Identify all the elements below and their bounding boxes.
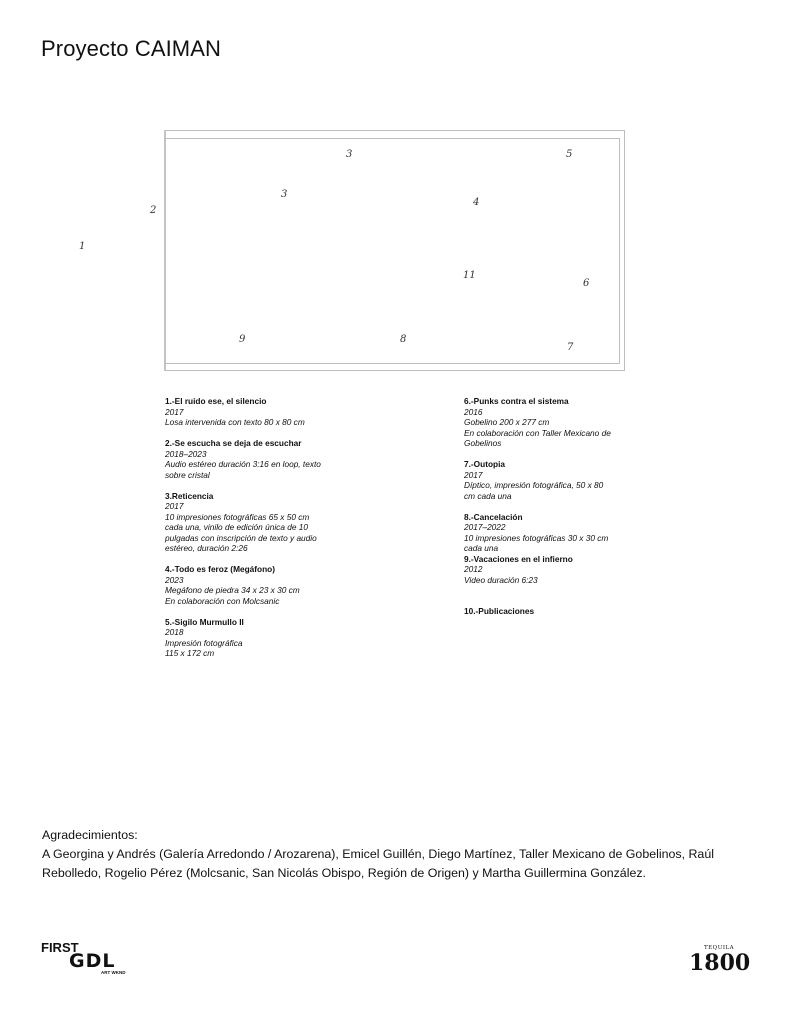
work-detail: 10 impresiones fotográficas 30 x 30 cm xyxy=(464,532,609,543)
works-list-left xyxy=(165,396,335,659)
plan-label-7: 7 xyxy=(567,342,574,353)
work-year: 2012 xyxy=(464,564,483,574)
acknowledgements-line: Rebolledo, Rogelio Pérez (Molcsanic, San Nicolás Obispo, Región de Origen) y Martha Guillermina González. xyxy=(42,866,646,880)
work-entry xyxy=(464,512,634,554)
work-detail: 10 impresiones fotográficas 65 x 50 cm xyxy=(165,511,310,522)
logo-1800-text: 1800 xyxy=(689,950,751,976)
work-entry xyxy=(165,396,335,428)
work-detail: estéreo, duración 2:26 xyxy=(165,543,248,553)
work-entry xyxy=(464,554,634,586)
plan-inner-wall-top xyxy=(164,138,620,139)
work-detail: Gobelinos xyxy=(464,438,502,448)
work-title: 8.-Cancelación xyxy=(464,511,523,522)
plan-left-wall xyxy=(164,130,166,371)
work-title: 6.-Punks contra el sistema xyxy=(464,396,569,406)
logo-gdl-text: GDL xyxy=(69,950,116,972)
plan-label-1: 1 xyxy=(79,241,86,252)
plan-label-4: 4 xyxy=(473,197,480,208)
logo-art-wknd-text: ART WKND xyxy=(101,970,126,975)
plan-label-2: 2 xyxy=(150,205,157,216)
work-year: 2018 xyxy=(165,627,184,637)
work-title: 1.-El ruido ese, el silencio xyxy=(165,396,267,406)
work-detail: Audio estéreo duración 3:16 en loop, texto xyxy=(165,459,321,469)
work-detail: Díptico, impresión fotográfica, 50 x 80 xyxy=(464,480,604,490)
work-year: 2017 xyxy=(464,469,483,480)
work-detail: Video duración 6:23 xyxy=(464,574,538,585)
work-title: 9.-Vacaciones en el infierno xyxy=(464,553,573,564)
plan-label-11: 11 xyxy=(463,270,476,281)
work-year: 2017–2022 xyxy=(464,522,506,532)
work-detail: En colaboración con Taller Mexicano de xyxy=(464,427,611,438)
acknowledgements-heading: Agradecimientos: xyxy=(42,828,138,842)
tequila-1800-logo xyxy=(685,940,755,976)
plan-label-8: 8 xyxy=(400,334,407,345)
work-year: 2016 xyxy=(464,406,483,417)
work-detail: En colaboración con Molcsanic xyxy=(165,595,280,606)
work-year: 2017 xyxy=(165,501,184,511)
acknowledgements-line: A Georgina y Andrés (Galería Arredondo / Arozarena), Emicel Guillén, Diego Martínez, Taller Mexicano de Gobelinos, Raúl xyxy=(42,847,714,861)
work-title: 5.-Sigilo Murmullo II xyxy=(165,616,244,627)
work-year: 2017 xyxy=(165,406,184,417)
first-gdl-logo xyxy=(41,938,141,978)
work-year: 2018–2023 xyxy=(165,448,207,459)
works-list-right xyxy=(464,396,634,617)
work-detail: Megáfono de piedra 34 x 23 x 30 cm xyxy=(165,585,300,595)
work-detail: Losa intervenida con texto 80 x 80 cm xyxy=(165,417,305,427)
plan-inner-wall-right xyxy=(619,138,620,364)
work-title: 2.-Se escucha se deja de escuchar xyxy=(165,438,302,448)
work-detail: Impresión fotográfica xyxy=(165,637,243,648)
plan-label-3b: 3 xyxy=(281,189,288,200)
work-detail: pulgadas con inscripción de texto y audio xyxy=(165,532,317,543)
work-entry xyxy=(165,491,335,554)
work-title: 3.Reticencia xyxy=(165,490,214,501)
work-entry xyxy=(464,606,634,617)
work-title: 10.-Publicaciones xyxy=(464,606,535,616)
work-entry xyxy=(165,438,335,480)
plan-inner-wall-bottom xyxy=(164,363,620,364)
work-year: 2023 xyxy=(165,574,184,585)
plan-label-9: 9 xyxy=(239,334,246,345)
work-detail: cm cada una xyxy=(464,490,512,501)
plan-outer-wall xyxy=(164,130,625,371)
work-detail: 115 x 172 cm xyxy=(165,648,215,658)
work-detail: Gobelino 200 x 277 cm xyxy=(464,417,550,427)
plan-label-3a: 3 xyxy=(346,149,353,160)
work-title: 7.-Outopia xyxy=(464,459,506,469)
work-entry xyxy=(464,396,634,449)
plan-label-5: 5 xyxy=(566,149,573,160)
work-detail: cada una xyxy=(464,543,499,553)
work-entry xyxy=(165,617,335,659)
work-entry xyxy=(464,459,634,501)
logo-tequila-text: TEQUILA xyxy=(704,945,735,951)
work-detail: cada una, vinilo de edición única de 10 xyxy=(165,522,308,532)
plan-label-6: 6 xyxy=(583,278,590,289)
work-detail: sobre cristal xyxy=(165,469,210,480)
page-title: Proyecto CAIMAN xyxy=(41,36,221,61)
acknowledgements xyxy=(42,826,762,883)
work-entry xyxy=(165,564,335,606)
work-title: 4.-Todo es feroz (Megáfono) xyxy=(165,564,276,574)
logo-first-text: FIRST xyxy=(41,940,79,955)
